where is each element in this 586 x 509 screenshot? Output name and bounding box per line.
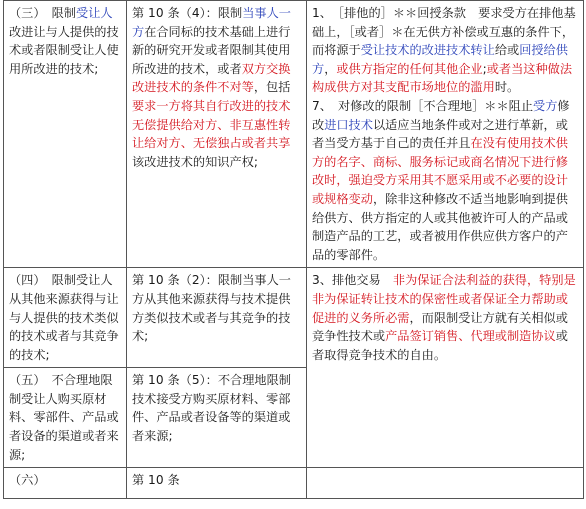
cell-article-10-2 (127, 268, 307, 368)
text-run: 在合同标的技术基础上进行新的研究开发或者限制其使用所改进的技术，或者 (132, 24, 291, 76)
cell-clause-3 (4, 1, 127, 268)
text-run: （六） (9, 473, 46, 488)
text-run: 以适应当地条件或对之进行革新，或者当受方基于自己的责任并且 (312, 117, 568, 151)
text-run: 或者当这种做法构成供方对其支配市场地位的滥用 (312, 61, 573, 95)
text-run: 或者取得竞争技术的自由。 (312, 329, 568, 362)
text-run: ; (482, 61, 487, 76)
table-row (4, 1, 584, 268)
cell-article-10-next (127, 468, 307, 499)
text-run: 受方 (533, 98, 558, 113)
text-run: 改进让与人提供的技术或者限制受让人使用所改进的技术; (9, 24, 119, 76)
code-item-7 (312, 97, 579, 264)
text-run: 产品签订销售、代理或制造协议 (385, 329, 556, 344)
table-row (4, 468, 584, 499)
text-run: 时。 (494, 80, 520, 95)
text-run: ，除非这种修改不适当地影响到提供给供方、供方指定的人或其他被许可人的产品或制造产品的工艺，或者被用作供应供方客户的产品的零部件。 (312, 191, 568, 262)
text-run: 要求一方将其自行改进的技术无偿提供给对方、非互惠性转让给对方、无偿独占或者共享 (132, 98, 291, 151)
comparison-table (3, 0, 584, 499)
text-run: 第 10 条（5）：不合理地限制技术接受方购买原材料、零部件、产品或者设备等的渠道或者来源; (132, 373, 291, 444)
text-run: （四） 限制受让人从其他来源获得与让与人提供的技术类似的技术或者与其竞争的技术; (9, 273, 119, 362)
text-run: 当事人一方 (132, 6, 291, 39)
text-run: 1、 ［排他的］＊＊回授条款 要求受方在排他基础上，［或者］＊在无供方补偿或互惠的条件下，而将源于 (312, 6, 576, 58)
text-run: 第 10 条（2）：限制当事人一方从其他来源获得与技术提供方类似技术或者与其竞争的技术; (132, 273, 291, 344)
text-run: 给或 (494, 43, 520, 58)
cell-clause-4 (4, 268, 127, 368)
code-item-1 (312, 4, 579, 97)
cell-code-next (307, 468, 584, 499)
text-run: ，而限制受让方就有关相似或竞争性技术或 (312, 310, 568, 344)
text-run: 修改 (312, 98, 570, 132)
cell-article-10-5 (127, 368, 307, 468)
text-run: ， (324, 61, 337, 76)
text-run: 或供方指定的任何其他企业 (336, 61, 483, 76)
text-run: 第 10 条 (132, 473, 180, 488)
text-run: 该改进技术的知识产权; (132, 154, 258, 169)
table-row (4, 268, 584, 368)
cell-code-1-and-7 (307, 1, 584, 268)
text-run: 非为保证合法利益的获得，特别是非为保证转让技术的保密性或者保证全力帮助或促进的义务所必需 (312, 273, 576, 325)
cell-article-10-4 (127, 1, 307, 268)
text-run: 受让人 (76, 6, 113, 20)
text-run: （五） 不合理地限制受让人购买原材料、零部件、产品或者设备的渠道或者来源; (9, 373, 119, 462)
text-run: （三） 限制 (9, 6, 77, 20)
text-run: 进口技术 (324, 117, 373, 132)
text-run: 回授给供方 (312, 43, 568, 76)
text-run: 3、排他交易 (312, 273, 393, 288)
text-run: 在没有使用技术供方的名字、商标、服务标记或商名情况下进行修改时，强迫受方采用其不愿采用或不必要的设计或规格变动 (312, 136, 568, 206)
text-run: 双方交换改进技术的条件不对等 (132, 61, 291, 95)
text-run: 第 10 条（4）：限制 (132, 6, 243, 20)
text-run: ，包括 (253, 80, 291, 95)
cell-clause-6 (4, 468, 127, 499)
text-run: 7、 对修改的限制［不合理地］＊＊阻止 (312, 98, 534, 113)
text-run: 受让技术的改进技术转让 (360, 43, 495, 58)
cell-clause-5 (4, 368, 127, 468)
cell-code-3 (307, 268, 584, 468)
